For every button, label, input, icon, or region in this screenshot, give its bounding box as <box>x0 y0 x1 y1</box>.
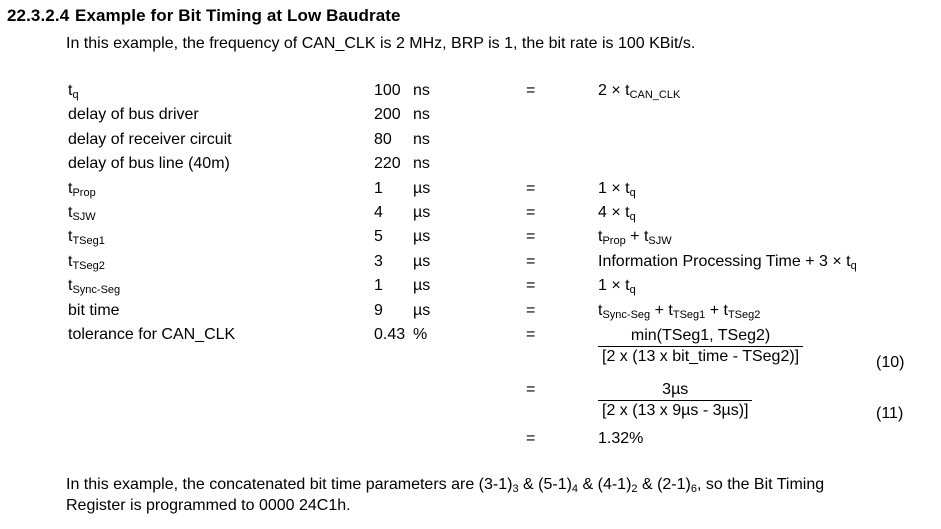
row-value: 3 <box>374 252 383 270</box>
equals-sign: = <box>526 203 536 221</box>
equals-sign: = <box>526 179 536 197</box>
row-label: $t_q$ <box>68 82 79 101</box>
equation-number-10: (10) <box>876 354 905 371</box>
equals-sign <box>526 152 598 176</box>
equals-sign: = <box>526 381 536 398</box>
fraction-denominator: [2 x (13 x 9µs - 3µs)] <box>598 400 752 420</box>
footer-paragraph: In this example, the concatenated bit time parameters are $(3-1)_3$ & $(5-1)_4$ & $(4-1)_2$ & $(2-1)_6$, so the Bit Timing Register is programmed to 0000 24C1h. <box>66 476 825 514</box>
row-expression: $4 \times t_q$ <box>598 203 636 223</box>
equation-result-line <box>526 430 643 448</box>
row-unit: µs <box>413 301 431 319</box>
section-heading <box>7 6 401 26</box>
row-unit: ns <box>413 130 430 148</box>
equals-sign <box>526 103 598 127</box>
row-label: delay of receiver circuit <box>68 130 232 148</box>
row-label: delay of bus line (40m) <box>68 155 230 173</box>
equals-sign: = <box>526 82 536 99</box>
timing-table <box>68 79 941 365</box>
fraction-denominator: [2 x (13 x bit_time - TSeg2)] <box>598 346 803 366</box>
equals-sign: = <box>526 228 536 246</box>
intro-paragraph: In this example, the frequency of CAN_CLK is 2 MHz, BRP is 1, the bit rate is 100 KBit/s. <box>66 35 696 52</box>
table-row <box>68 274 941 298</box>
row-value: 220 <box>374 155 401 173</box>
row-expression <box>598 128 941 152</box>
row-expression: $t_{Sync-Seg} + t_{TSeg1} + t_{TSeg2}$ <box>598 301 761 321</box>
row-label: $t_{Prop}$ <box>68 179 96 199</box>
row-unit: ns <box>413 155 430 173</box>
row-value: 0.43 <box>374 325 406 343</box>
row-unit: µs <box>413 252 431 270</box>
row-expression <box>598 152 941 176</box>
equation-result: 1.32% <box>598 430 644 447</box>
row-label: tolerance for CAN_CLK <box>68 325 236 343</box>
section-title: Example for Bit Timing at Low Baudrate <box>75 6 401 25</box>
section-number: 22.3.2.4 <box>7 6 70 25</box>
equals-sign: = <box>526 430 536 447</box>
row-expression: $2 \times t_{CAN\_CLK}$ <box>598 82 681 101</box>
fraction-numerator: min(TSeg1, TSeg2) <box>630 326 771 344</box>
table-row <box>68 250 941 274</box>
row-value: 4 <box>374 203 383 221</box>
row-label: bit time <box>68 301 120 319</box>
row-value: 80 <box>374 130 392 148</box>
row-unit: % <box>413 325 428 343</box>
equation-line-11 <box>526 381 752 420</box>
row-unit: ns <box>413 106 430 124</box>
row-value: 1 <box>374 277 383 295</box>
row-value: 9 <box>374 301 383 319</box>
table-row <box>68 128 941 152</box>
fraction-numerator: 3µs <box>662 381 689 398</box>
equals-sign: = <box>526 252 536 270</box>
equation-number-11: (11) <box>876 405 904 422</box>
row-expression: $1 \times t_q$ <box>598 277 636 297</box>
equals-sign: = <box>526 277 536 295</box>
row-unit: µs <box>413 228 431 246</box>
row-unit: µs <box>413 203 431 221</box>
table-row <box>68 201 941 225</box>
table-row <box>68 79 941 103</box>
row-expression: $1 \times t_q$ <box>598 179 636 199</box>
row-value: 100 <box>374 82 401 99</box>
table-row <box>68 299 941 323</box>
equation-10-fraction <box>598 327 803 366</box>
equals-sign: = <box>526 325 536 343</box>
equals-sign <box>526 128 598 152</box>
row-label: $t_{TSeg1}$ <box>68 228 105 248</box>
row-unit: µs <box>413 179 431 197</box>
table-row <box>68 225 941 249</box>
table-row <box>68 177 941 201</box>
row-label: $t_{Sync-Seg}$ <box>68 277 121 297</box>
row-expression: Information Processing Time + $3 \times t_q$ <box>598 252 857 272</box>
row-value: 200 <box>374 106 401 124</box>
row-value: 1 <box>374 179 383 197</box>
row-unit: µs <box>413 277 431 295</box>
row-unit: ns <box>413 82 430 99</box>
table-row <box>68 103 941 127</box>
row-expression <box>598 103 941 127</box>
equals-sign: = <box>526 301 536 319</box>
equation-11-fraction <box>598 381 752 420</box>
row-value: 5 <box>374 228 383 246</box>
table-row <box>68 152 941 176</box>
row-label: $t_{SJW}$ <box>68 203 96 223</box>
row-label: delay of bus driver <box>68 106 199 124</box>
row-label: $t_{TSeg2}$ <box>68 252 105 272</box>
row-expression: $t_{Prop} + t_{SJW}$ <box>598 228 672 248</box>
